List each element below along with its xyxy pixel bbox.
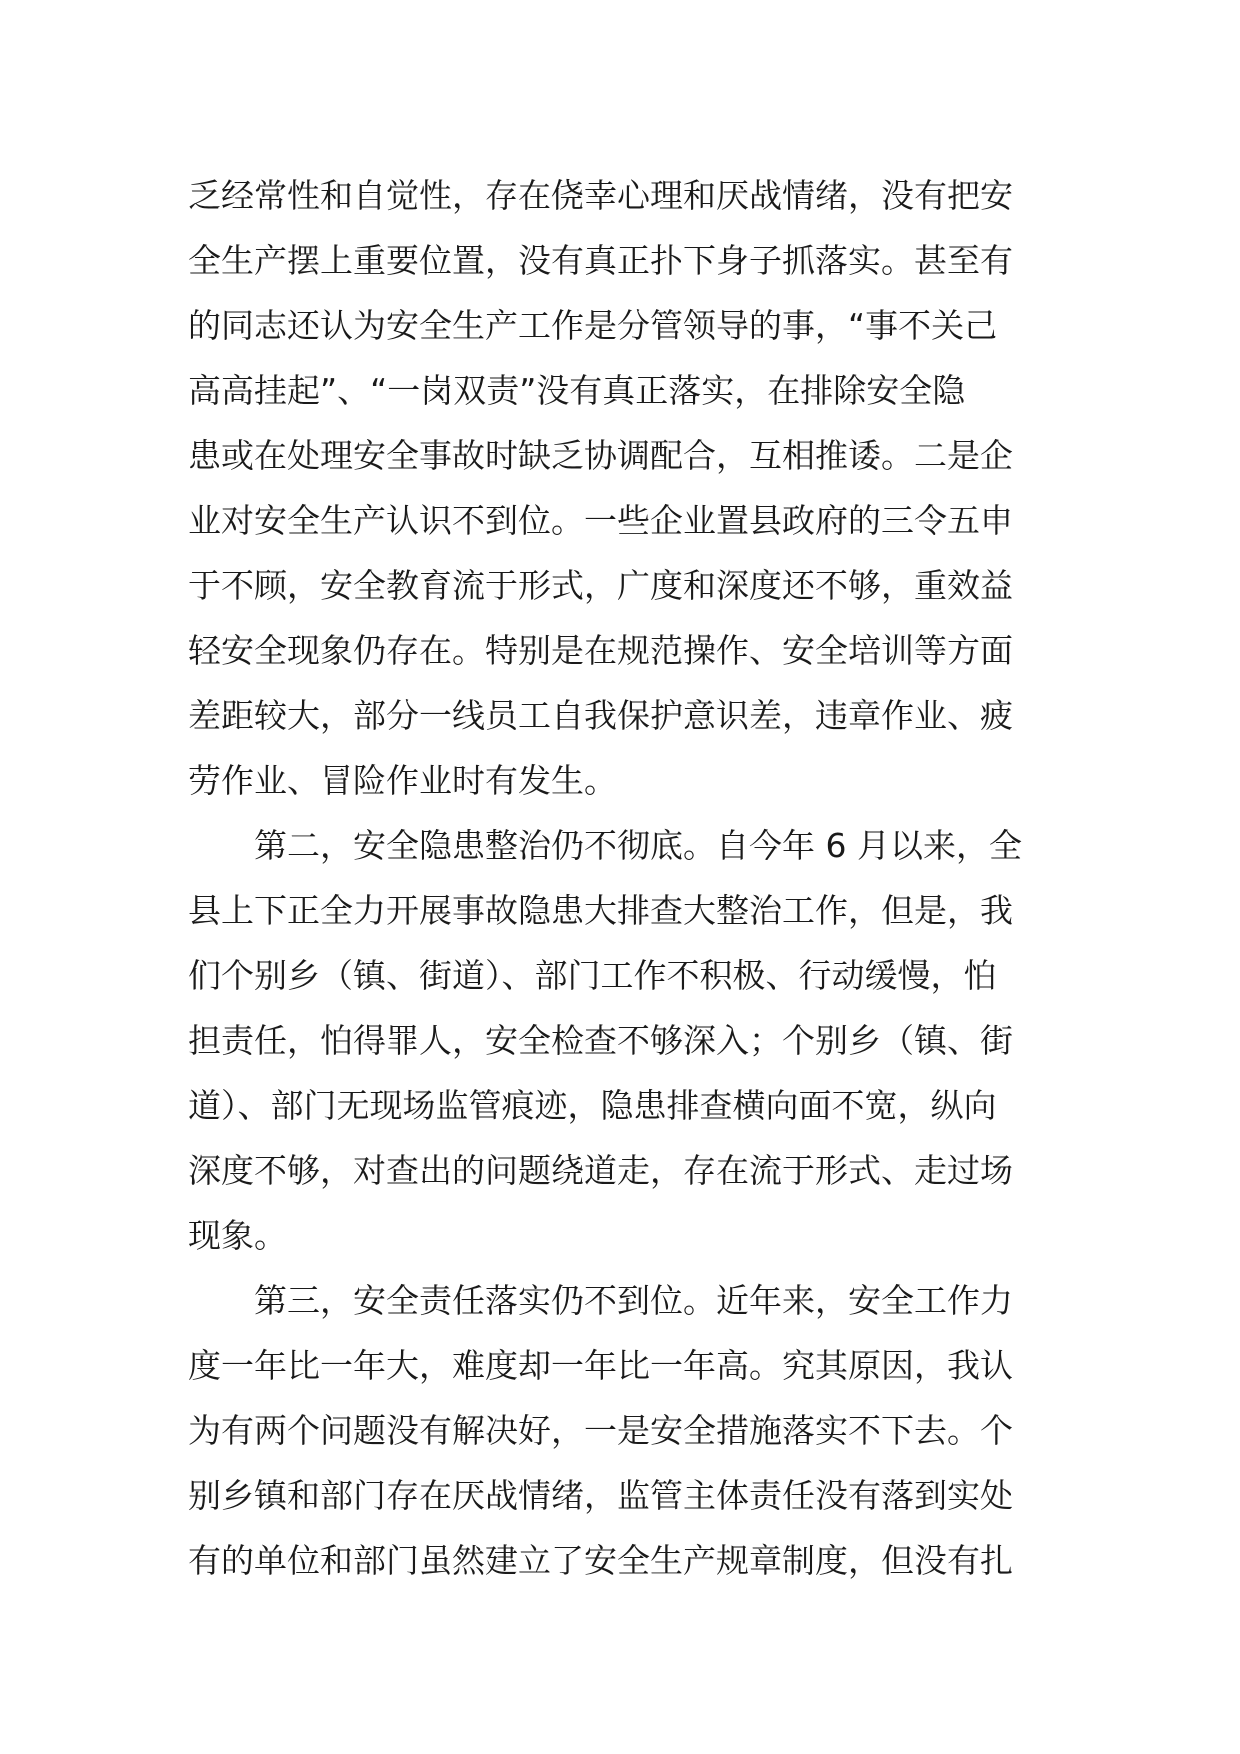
text-line: 轻安全现象仍存在。特别是在规范操作、安全培训等方面 [188,631,1013,670]
text-line: 度一年比一年大，难度却一年比一年高。究其原因，我认 [188,1346,1013,1385]
text-line: 患或在处理安全事故时缺乏协调配合，互相推诿。二是企 [188,436,1013,475]
paragraph-start-line: 第三，安全责任落实仍不到位。近年来，安全工作力 [254,1281,1013,1320]
text-line: 业对安全生产认识不到位。一些企业置县政府的三令五申 [188,501,1013,540]
text-line: 道）、部门无现场监管痕迹，隐患排查横向面不宽，纵向 [188,1086,997,1125]
text-line: 全生产摆上重要位置，没有真正扑下身子抓落实。甚至有 [188,241,1013,280]
text-line: 差距较大，部分一线员工自我保护意识差，违章作业、疲 [188,696,1013,735]
text-line: 于不顾，安全教育流于形式，广度和深度还不够，重效益 [188,566,1013,605]
text-line: 们个别乡（镇、街道）、部门工作不积极、行动缓慢，怕 [188,956,997,995]
text-line: 的同志还认为安全生产工作是分管领导的事，“事不关己 [188,306,998,345]
text-line: 有的单位和部门虽然建立了安全生产规章制度，但没有扎 [188,1541,1013,1580]
text-line: 现象。 [188,1216,287,1255]
text-line: 别乡镇和部门存在厌战情绪，监管主体责任没有落到实处 [188,1476,1013,1515]
text-line: 深度不够，对查出的问题绕道走，存在流于形式、走过场 [188,1151,1013,1190]
text-line: 担责任，怕得罪人，安全检查不够深入；个别乡（镇、街 [188,1021,1013,1060]
text-line: 劳作业、冒险作业时有发生。 [188,761,617,800]
text-line: 高高挂起”、“一岗双责”没有真正落实，在排除安全隐 [188,371,966,410]
text-line: 为有两个问题没有解决好，一是安全措施落实不下去。个 [188,1411,1013,1450]
document-body [188,163,1058,1593]
text-line: 乏经常性和自觉性，存在侥幸心理和厌战情绪，没有把安 [188,176,1013,215]
paragraph-start-line: 第二，安全隐患整治仍不彻底。自今年 6 月以来，全 [254,826,1022,865]
text-line: 县上下正全力开展事故隐患大排查大整治工作，但是，我 [188,891,1013,930]
